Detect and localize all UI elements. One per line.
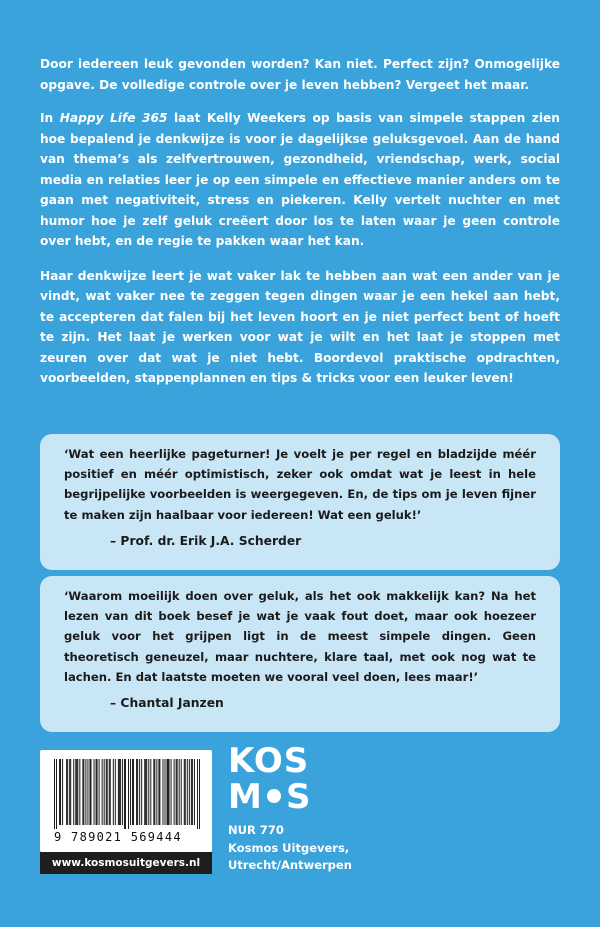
barcode-bar bbox=[125, 759, 126, 829]
barcode-bar bbox=[69, 759, 70, 825]
publisher-website: www.kosmosuitgevers.nl bbox=[40, 852, 212, 874]
barcode-bar bbox=[97, 759, 98, 825]
barcode-bar bbox=[75, 759, 76, 825]
barcode-bar bbox=[189, 759, 190, 825]
barcode-bar bbox=[136, 759, 137, 825]
review-quote-author: – Chantal Janzen bbox=[110, 696, 224, 711]
barcode-bar bbox=[87, 759, 88, 825]
barcode-bar bbox=[197, 759, 198, 829]
barcode-bar bbox=[62, 759, 63, 825]
barcode-bar bbox=[76, 759, 77, 825]
barcode-bar bbox=[165, 759, 166, 825]
barcode-bar bbox=[168, 759, 169, 825]
barcode-bar bbox=[141, 759, 142, 825]
barcode-bar bbox=[94, 759, 95, 825]
barcode-bar bbox=[56, 759, 57, 829]
barcode-bar bbox=[104, 759, 105, 825]
barcode-bar bbox=[181, 759, 182, 825]
blurb-paragraph-3: Haar denkwijze leert je wat vaker lak te hebben aan wat een ander van je vindt, wat vaker nee te zeggen tegen dingen waar je een hekel aan hebt, te accepteren dat falen bij het leven hoort en je niet perfect bent of hoeft te zijn. Het laat je werken voor wat je wilt en het laat je stoppen met zeuren over dat wat je niet hebt. Boordevol praktische opdrachten, voorbeelden, stappenplannen en tips & tricks voor een leuker leven! bbox=[40, 268, 560, 385]
review-quote-author: – Prof. dr. Erik J.A. Scherder bbox=[110, 533, 302, 548]
barcode-number: 9 789021 569444 bbox=[54, 830, 182, 844]
barcode-bar bbox=[153, 759, 154, 825]
barcode-bar bbox=[167, 759, 168, 825]
barcode-bar bbox=[77, 759, 78, 825]
barcode-bar bbox=[162, 759, 163, 825]
barcode-bar bbox=[109, 759, 110, 825]
review-quote-text: ‘Waarom moeilijk doen over geluk, als het ook makkelijk kan? Na het lezen van dit boek besef je wat je vaak fout doet, maar ook hoezeer geluk voor het grijpen ligt in de meest simpele dingen. Geen theoretisch geneuzel, maar nuchtere, klare taal, met ook nog wat te lachen. En dat laatste moeten we vooral veel doen, lees maar!’ bbox=[64, 589, 536, 684]
barcode-bar bbox=[130, 759, 131, 825]
barcode-bar bbox=[60, 759, 61, 825]
barcode-bar bbox=[110, 759, 111, 825]
barcode-bar bbox=[89, 759, 90, 825]
publisher-city: Utrecht/Antwerpen bbox=[228, 858, 352, 872]
barcode-bar bbox=[174, 759, 175, 825]
barcode-bar bbox=[67, 759, 68, 825]
blurb-p2-prefix: In bbox=[40, 111, 60, 125]
review-quote-text: ‘Wat een heerlijke pageturner! Je voelt je per regel en bladzijde méér positief en méér optimistisch, zeker ook omdat wat je leest in hele begrijpelijke voorbeelden is weergegeven. En, de tips om je leven fijner te maken zijn haalbaar voor iedereen! Wat een geluk!’ bbox=[64, 447, 536, 522]
barcode-bar bbox=[115, 759, 116, 825]
barcode-bar bbox=[128, 759, 129, 829]
barcode-bar bbox=[73, 759, 74, 825]
barcode-bar bbox=[199, 759, 200, 829]
barcode-bar bbox=[171, 759, 172, 825]
kosmos-logo bbox=[228, 742, 318, 814]
barcode-bar bbox=[124, 759, 125, 829]
barcode-bar bbox=[194, 759, 195, 825]
barcode-bar bbox=[145, 759, 146, 825]
logo-line-2-left: M bbox=[228, 777, 262, 814]
barcode-bars bbox=[54, 759, 200, 829]
barcode-bar bbox=[184, 759, 185, 825]
barcode-bar bbox=[133, 759, 134, 825]
barcode-bar bbox=[192, 759, 193, 825]
barcode-bar bbox=[91, 759, 92, 825]
barcode-bar bbox=[137, 759, 138, 825]
barcode-bar bbox=[85, 759, 86, 825]
barcode-bar bbox=[82, 759, 83, 825]
review-quote-box bbox=[40, 434, 560, 570]
barcode-bar bbox=[119, 759, 120, 825]
barcode-bar bbox=[150, 759, 151, 825]
blurb-paragraph-1: Door iedereen leuk gevonden worden? Kan niet. Perfect zijn? Onmogelijke opgave. De volledige controle over je leven hebben? Vergeet het maar. bbox=[40, 57, 560, 92]
barcode-bar bbox=[159, 759, 160, 825]
barcode-bar bbox=[66, 759, 67, 825]
nur-code: NUR 770 bbox=[228, 823, 284, 837]
logo-line-1: KOS bbox=[228, 742, 310, 781]
barcode-bar bbox=[99, 759, 100, 825]
publisher-name: Kosmos Uitgevers, bbox=[228, 840, 350, 855]
barcode-bar bbox=[102, 759, 103, 825]
book-title-inline: Happy Life 365 bbox=[59, 111, 168, 125]
blurb-p2-body: laat Kelly Weekers op basis van simpele stappen zien hoe bepalend je denkwijze is voor je dagelijkse geluksgevoel. Aan de hand van thema’s als zelfvertrouwen, gezondheid, vriendschap, werk, social media en relaties leer je op een simpele en effectieve manier anders om te gaan met negativiteit, stress en piekeren. Kelly vertelt nuchter en met humor hoe je zelf geluk creëert door los te laten waar je geen controle over hebt, en de regie te pakken waar het kan. bbox=[40, 111, 560, 248]
barcode-bar bbox=[146, 759, 147, 825]
logo-dot-icon bbox=[267, 789, 281, 803]
barcode-bar bbox=[70, 759, 71, 825]
barcode-bar bbox=[79, 759, 80, 825]
barcode-bar bbox=[139, 759, 140, 825]
barcode-bar bbox=[59, 759, 60, 825]
barcode-bar bbox=[154, 759, 155, 825]
barcode-bar bbox=[144, 759, 145, 825]
barcode-bar bbox=[107, 759, 108, 825]
review-quote-box bbox=[40, 576, 560, 732]
barcode-bar bbox=[179, 759, 180, 825]
barcode-bar bbox=[169, 759, 170, 825]
isbn-barcode bbox=[40, 750, 212, 852]
barcode-bar bbox=[177, 759, 178, 825]
publisher-info bbox=[228, 822, 352, 875]
barcode-bar bbox=[156, 759, 157, 825]
barcode-bar bbox=[148, 759, 149, 825]
back-cover-blurb bbox=[40, 54, 560, 403]
barcode-bar bbox=[132, 759, 133, 825]
barcode-bar bbox=[118, 759, 119, 825]
barcode-bar bbox=[122, 759, 123, 825]
blurb-paragraph-2 bbox=[40, 108, 560, 252]
barcode-bar bbox=[106, 759, 107, 825]
barcode-bar bbox=[191, 759, 192, 825]
barcode-bar bbox=[187, 759, 188, 825]
barcode-bar bbox=[176, 759, 177, 825]
barcode-bar bbox=[158, 759, 159, 825]
barcode-bar bbox=[96, 759, 97, 825]
logo-line-2-right: S bbox=[286, 777, 311, 814]
barcode-bar bbox=[113, 759, 114, 825]
barcode-bar bbox=[185, 759, 186, 825]
barcode-bar bbox=[120, 759, 121, 825]
barcode-bar bbox=[54, 759, 55, 829]
barcode-bar bbox=[83, 759, 84, 825]
